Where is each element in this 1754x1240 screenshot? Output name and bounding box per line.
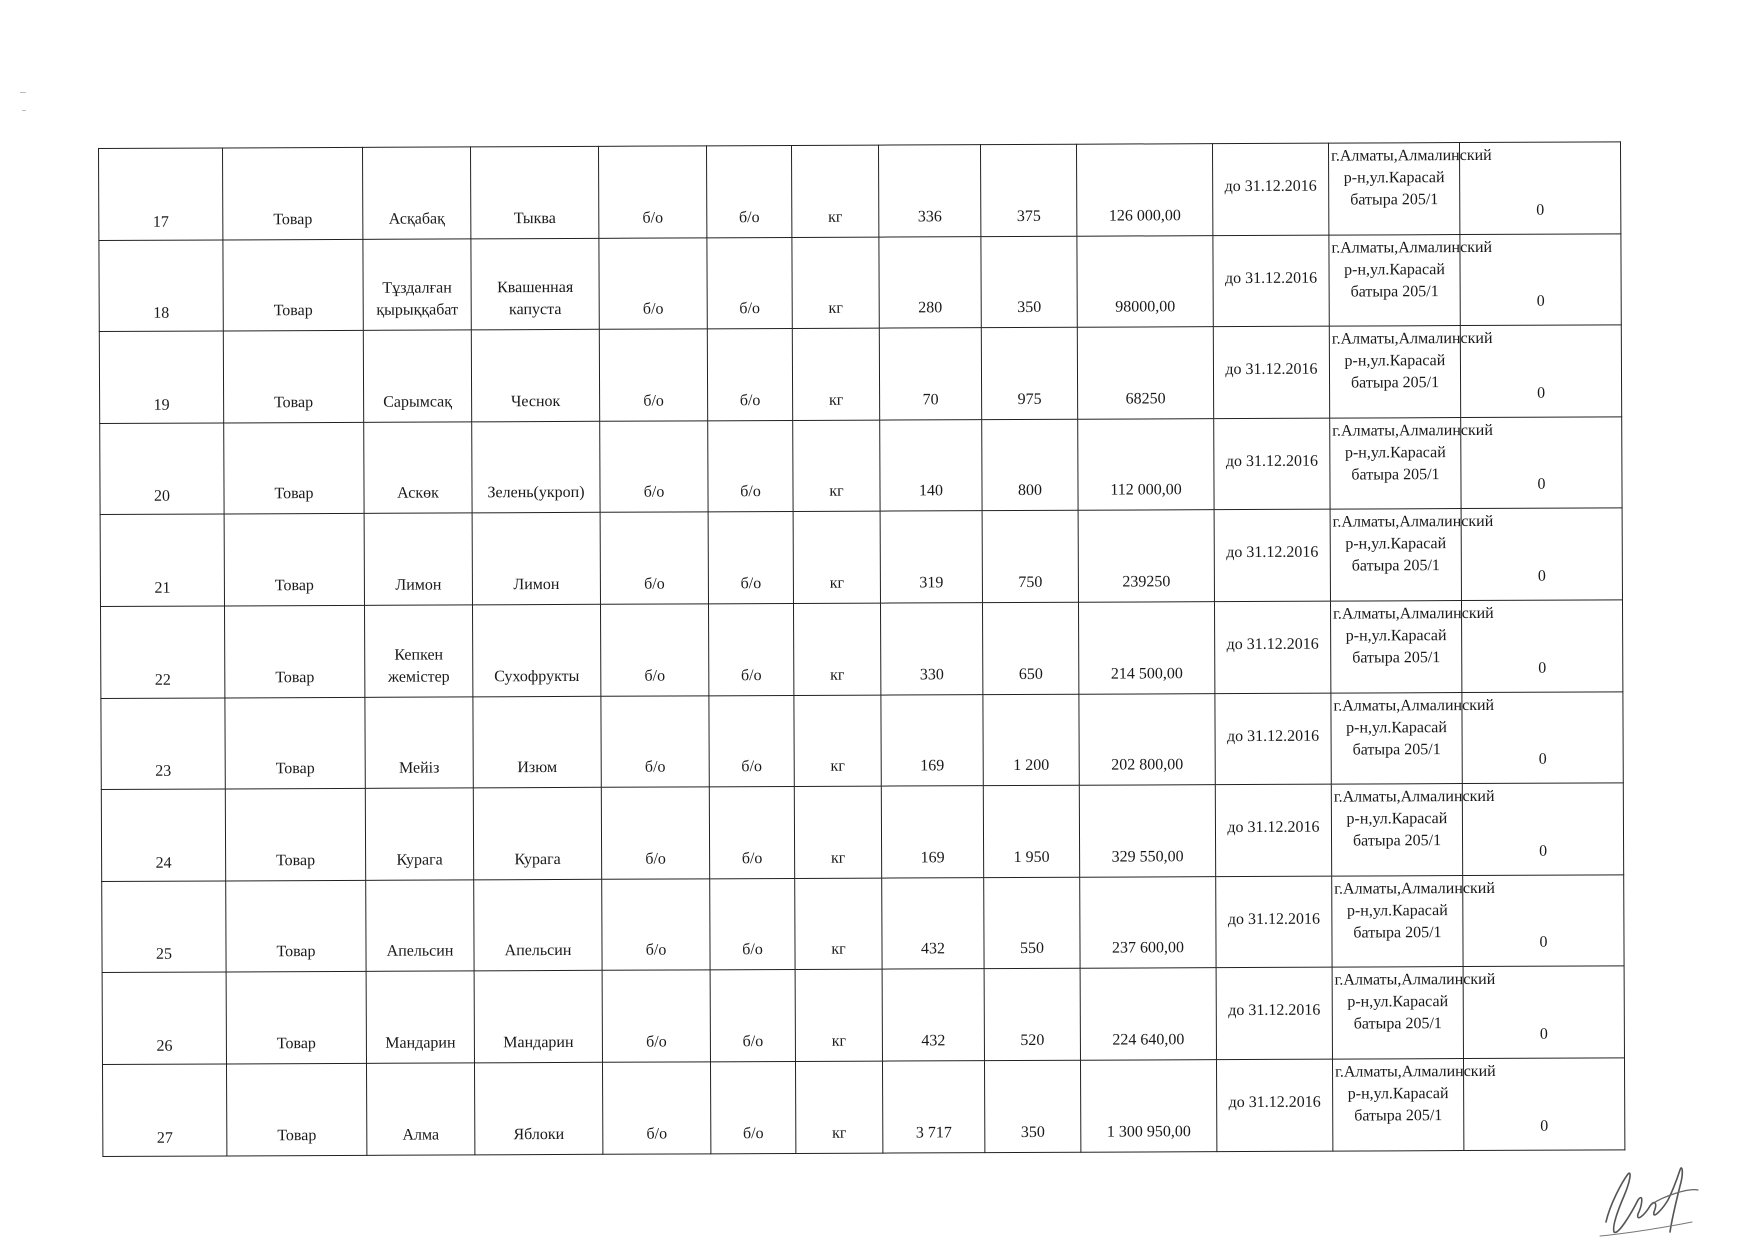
- delivery-term-cell: до 31.12.2016: [1214, 418, 1330, 510]
- unit-price-cell: 750: [982, 511, 1078, 603]
- name-kz-cell: Мейіз: [365, 696, 473, 788]
- mark-2-cell: б/о: [709, 695, 794, 787]
- unit-cell: кг: [795, 1061, 882, 1153]
- value-cell: 0: [1461, 600, 1622, 692]
- quantity-cell: 319: [880, 511, 982, 603]
- item-type-cell: Товар: [223, 239, 363, 331]
- value-cell: 0: [1462, 783, 1623, 875]
- mark-1-cell: б/о: [601, 787, 709, 879]
- name-kz-cell: Алма: [366, 1063, 474, 1155]
- item-type-cell: Товар: [226, 972, 366, 1064]
- unit-price-cell: 550: [984, 877, 1080, 969]
- mark-1-cell: б/о: [600, 421, 708, 513]
- mark-2-cell: б/о: [707, 237, 792, 329]
- mark-1-cell: б/о: [601, 695, 709, 787]
- unit-cell: кг: [793, 420, 880, 512]
- mark-1-cell: б/о: [600, 604, 708, 696]
- item-type-cell: Товар: [226, 1063, 366, 1155]
- signature: [1592, 1152, 1712, 1240]
- name-kz-cell: Аскөк: [364, 422, 472, 514]
- quantity-cell: 336: [878, 145, 980, 237]
- value-cell: 0: [1461, 417, 1622, 509]
- delivery-address-cell: г.Алматы,Алмалинский р-н,ул.Карасай батыра 205/1: [1329, 234, 1460, 326]
- name-kz-cell: Лимон: [364, 513, 472, 605]
- name-ru-cell: Сухофрукты: [472, 604, 600, 696]
- total-sum-cell: 224 640,00: [1080, 968, 1216, 1060]
- unit-cell: кг: [792, 237, 879, 329]
- total-sum-cell: 329 550,00: [1079, 785, 1215, 877]
- delivery-address-cell: г.Алматы,Алмалинский р-н,ул.Карасай батыра 205/1: [1329, 326, 1460, 418]
- item-type-cell: Товар: [225, 788, 365, 880]
- table-row: [102, 966, 1624, 1064]
- table-row: [99, 233, 1621, 331]
- scan-speck: [20, 92, 26, 93]
- mark-2-cell: б/о: [706, 145, 791, 237]
- mark-2-cell: б/о: [708, 512, 793, 604]
- row-number-cell: 26: [102, 972, 226, 1064]
- name-ru-cell: Лимон: [472, 513, 600, 605]
- value-cell: 0: [1459, 142, 1620, 234]
- name-kz-cell: Кепкен жемістер: [364, 605, 472, 697]
- mark-1-cell: б/о: [599, 237, 707, 329]
- unit-price-cell: 650: [982, 602, 1078, 694]
- value-cell: 0: [1460, 233, 1621, 325]
- delivery-term-cell: до 31.12.2016: [1216, 1059, 1332, 1151]
- mark-1-cell: б/о: [602, 879, 710, 971]
- total-sum-cell: 68250: [1077, 327, 1213, 419]
- name-ru-cell: Курага: [473, 787, 601, 879]
- unit-price-cell: 375: [980, 144, 1076, 236]
- value-cell: 0: [1463, 875, 1624, 967]
- unit-cell: кг: [794, 695, 881, 787]
- item-type-cell: Товар: [223, 331, 363, 423]
- quantity-cell: 169: [881, 786, 983, 878]
- name-kz-cell: Апельсин: [366, 880, 474, 972]
- name-kz-cell: Курага: [365, 788, 473, 880]
- value-cell: 0: [1461, 508, 1622, 600]
- table-row: [99, 142, 1621, 240]
- delivery-address-cell: г.Алматы,Алмалинский р-н,ул.Карасай батыра 205/1: [1332, 1058, 1463, 1150]
- mark-1-cell: б/о: [602, 970, 710, 1062]
- mark-2-cell: б/о: [710, 970, 795, 1062]
- total-sum-cell: 214 500,00: [1078, 602, 1214, 694]
- scan-speck: [22, 110, 26, 111]
- quantity-cell: 169: [881, 694, 983, 786]
- delivery-address-cell: г.Алматы,Алмалинский р-н,ул.Карасай батыра 205/1: [1330, 601, 1461, 693]
- delivery-term-cell: до 31.12.2016: [1214, 510, 1330, 602]
- mark-1-cell: б/о: [599, 329, 707, 421]
- mark-2-cell: б/о: [709, 787, 794, 879]
- total-sum-cell: 1 300 950,00: [1080, 1060, 1216, 1152]
- row-number-cell: 20: [100, 423, 224, 515]
- unit-price-cell: 1 950: [983, 785, 1079, 877]
- unit-cell: кг: [793, 603, 880, 695]
- mark-2-cell: б/о: [707, 329, 792, 421]
- delivery-term-cell: до 31.12.2016: [1215, 693, 1331, 785]
- name-ru-cell: Квашенная капуста: [471, 238, 599, 330]
- delivery-term-cell: до 31.12.2016: [1216, 876, 1332, 968]
- total-sum-cell: 202 800,00: [1079, 693, 1215, 785]
- value-cell: 0: [1463, 1058, 1624, 1150]
- item-type-cell: Товар: [224, 605, 364, 697]
- delivery-address-cell: г.Алматы,Алмалинский р-н,ул.Карасай батыра 205/1: [1330, 417, 1461, 509]
- name-ru-cell: Чеснок: [471, 330, 599, 422]
- item-type-cell: Товар: [224, 514, 364, 606]
- table-row: [100, 508, 1622, 606]
- total-sum-cell: 98000,00: [1077, 235, 1213, 327]
- table-row: [101, 691, 1623, 789]
- delivery-term-cell: до 31.12.2016: [1216, 967, 1332, 1059]
- table-row: [101, 783, 1623, 881]
- row-number-cell: 24: [101, 789, 225, 881]
- delivery-term-cell: до 31.12.2016: [1215, 784, 1331, 876]
- name-ru-cell: Тыква: [470, 146, 598, 238]
- total-sum-cell: 237 600,00: [1080, 876, 1216, 968]
- unit-price-cell: 1 200: [983, 694, 1079, 786]
- item-type-cell: Товар: [223, 147, 363, 239]
- row-number-cell: 21: [100, 514, 224, 606]
- mark-1-cell: б/о: [602, 1062, 710, 1154]
- item-type-cell: Товар: [225, 697, 365, 789]
- delivery-address-cell: г.Алматы,Алмалинский р-н,ул.Карасай батыра 205/1: [1328, 143, 1459, 235]
- mark-2-cell: б/о: [710, 878, 795, 970]
- quantity-cell: 280: [879, 236, 981, 328]
- unit-price-cell: 350: [984, 1060, 1080, 1152]
- mark-2-cell: б/о: [710, 1061, 795, 1153]
- unit-price-cell: 800: [982, 419, 1078, 511]
- unit-cell: кг: [795, 969, 882, 1061]
- unit-cell: кг: [795, 878, 882, 970]
- quantity-cell: 432: [882, 877, 984, 969]
- unit-price-cell: 520: [984, 969, 1080, 1061]
- unit-cell: кг: [793, 511, 880, 603]
- value-cell: 0: [1460, 325, 1621, 417]
- total-sum-cell: 126 000,00: [1076, 144, 1212, 236]
- delivery-address-cell: г.Алматы,Алмалинский р-н,ул.Карасай батыра 205/1: [1332, 875, 1463, 967]
- table-row: [102, 1058, 1624, 1156]
- delivery-term-cell: до 31.12.2016: [1213, 235, 1329, 327]
- table-row: [99, 325, 1621, 423]
- goods-table: [98, 141, 1625, 1156]
- quantity-cell: 140: [880, 419, 982, 511]
- name-ru-cell: Мандарин: [474, 971, 602, 1063]
- table-row: [100, 417, 1622, 515]
- item-type-cell: Товар: [224, 422, 364, 514]
- name-kz-cell: Тұздалған қырыққабат: [363, 238, 471, 330]
- delivery-term-cell: до 31.12.2016: [1213, 326, 1329, 418]
- row-number-cell: 23: [101, 698, 225, 790]
- name-kz-cell: Мандарин: [366, 971, 474, 1063]
- mark-1-cell: б/о: [600, 512, 708, 604]
- delivery-term-cell: до 31.12.2016: [1212, 143, 1328, 235]
- name-ru-cell: Апельсин: [474, 879, 602, 971]
- name-ru-cell: Яблоки: [474, 1062, 602, 1154]
- delivery-address-cell: г.Алматы,Алмалинский р-н,ул.Карасай батыра 205/1: [1331, 692, 1462, 784]
- quantity-cell: 3 717: [882, 1061, 984, 1153]
- row-number-cell: 25: [102, 881, 226, 973]
- quantity-cell: 70: [879, 328, 981, 420]
- row-number-cell: 22: [101, 606, 225, 698]
- name-ru-cell: Изюм: [473, 696, 601, 788]
- delivery-address-cell: г.Алматы,Алмалинский р-н,ул.Карасай батыра 205/1: [1330, 509, 1461, 601]
- table-row: [102, 875, 1624, 973]
- unit-cell: кг: [792, 328, 879, 420]
- quantity-cell: 432: [882, 969, 984, 1061]
- name-kz-cell: Сарымсақ: [363, 330, 471, 422]
- name-ru-cell: Зелень(укроп): [472, 421, 600, 513]
- mark-2-cell: б/о: [708, 603, 793, 695]
- table-row: [101, 600, 1623, 698]
- row-number-cell: 19: [99, 331, 223, 423]
- unit-price-cell: 350: [981, 236, 1077, 328]
- delivery-term-cell: до 31.12.2016: [1214, 601, 1330, 693]
- quantity-cell: 330: [880, 603, 982, 695]
- delivery-address-cell: г.Алматы,Алмалинский р-н,ул.Карасай батыра 205/1: [1331, 784, 1462, 876]
- unit-cell: кг: [794, 786, 881, 878]
- total-sum-cell: 239250: [1078, 510, 1214, 602]
- delivery-address-cell: г.Алматы,Алмалинский р-н,ул.Карасай батыра 205/1: [1332, 967, 1463, 1059]
- item-type-cell: Товар: [226, 880, 366, 972]
- unit-cell: кг: [791, 145, 878, 237]
- value-cell: 0: [1463, 966, 1624, 1058]
- row-number-cell: 17: [99, 148, 223, 240]
- total-sum-cell: 112 000,00: [1078, 418, 1214, 510]
- mark-2-cell: б/о: [708, 420, 793, 512]
- value-cell: 0: [1462, 691, 1623, 783]
- row-number-cell: 27: [102, 1064, 226, 1156]
- name-kz-cell: Асқабақ: [362, 147, 470, 239]
- unit-price-cell: 975: [981, 327, 1077, 419]
- row-number-cell: 18: [99, 240, 223, 332]
- mark-1-cell: б/о: [598, 146, 706, 238]
